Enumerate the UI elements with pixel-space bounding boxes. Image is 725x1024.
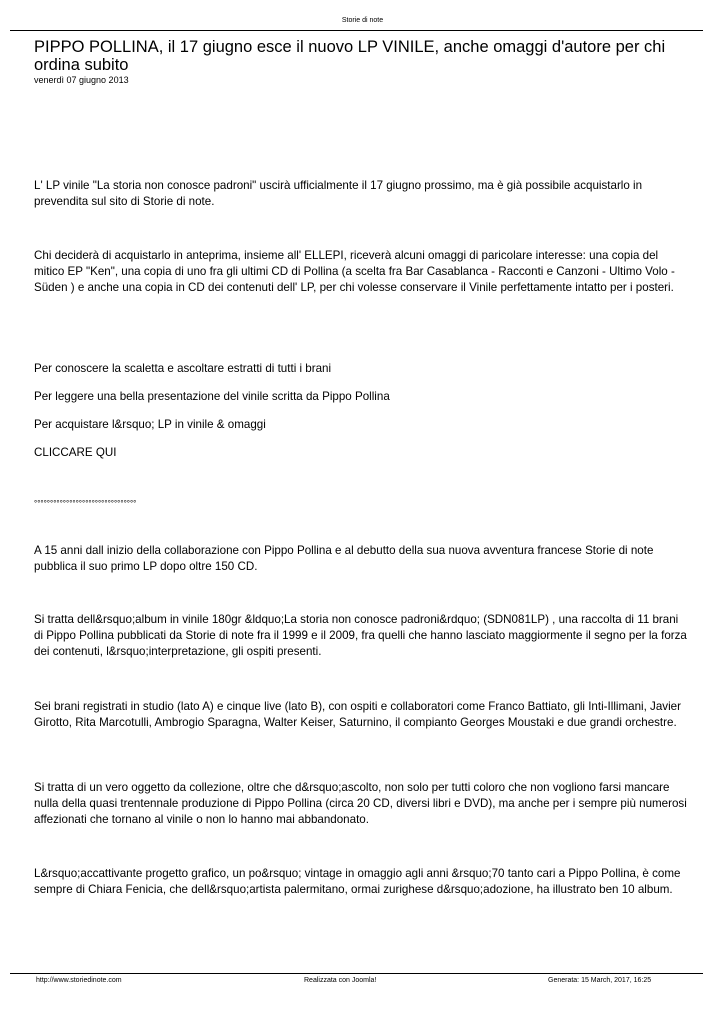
paragraph-anniversary: A 15 anni dall inizio della collaborazione con Pippo Pollina e al debutto della sua nuova avventura francese Storie di note pubblica il suo primo LP dopo oltre 150 CD. (34, 544, 654, 573)
paragraph-album: Si tratta dell&rsquo;album in vinile 180gr &ldquo;La storia non conosce padroni&rdquo; (SDN081LP) , una raccolta di 11 brani di Pippo Pollina pubblicati da Storie di note fra il 1999 e il 2009, fra quelli che hanno lasciato maggiormente il segno per la forza dei contenuti, l&rsquo;interpretazione, gli ospiti presenti. (34, 613, 687, 658)
link-click-here[interactable]: CLICCARE QUI (34, 446, 117, 459)
footer-generated: Generata: 15 March, 2017, 16:25 (548, 977, 652, 984)
link-presentation[interactable]: Per leggere una bella presentazione del vinile scritta da Pippo Pollina (34, 390, 390, 403)
link-tracklist[interactable]: Per conoscere la scaletta e ascoltare estratti di tutti i brani (34, 362, 332, 375)
link-purchase[interactable]: Per acquistare l&rsquo; LP in vinile & omaggi (34, 418, 266, 431)
site-name: Storie di note (341, 17, 384, 24)
footer-divider (10, 973, 703, 974)
separator-dots: °°°°°°°°°°°°°°°°°°°°°°°°°°°°°°°° (34, 499, 137, 508)
header-divider (10, 30, 703, 31)
paragraph-intro: L' LP vinile "La storia non conosce padroni" uscirà ufficialmente il 17 giugno prossimo, ma è già possibile acquistarlo in prevendita sul sito di Storie di note. (34, 179, 643, 208)
paragraph-tracks: Sei brani registrati in studio (lato A) e cinque live (lato B), con ospiti e collaboratori come Franco Battiato, gli Inti-Illimani, Javier Girotto, Rita Marcotulli, Ambrogio Sparagna, Walter Keiser, Saturnino, il compianto Georges Moustaki e due grandi orchestre. (34, 700, 681, 729)
footer-credit: Realizzata con Joomla! (304, 977, 377, 984)
article-title: PIPPO POLLINA, il 17 giugno esce il nuovo LP VINILE, anche omaggi d'autore per chi ordina subito (34, 38, 666, 74)
footer-url[interactable]: http://www.storiedinote.com (36, 977, 122, 984)
paragraph-gifts: Chi deciderà di acquistarlo in anteprima, insieme all' ELLEPI, riceverà alcuni omaggi di paricolare interesse: una copia del mitico EP "Ken", una copia di uno fra gli ultimi CD di Pollina (a scelta fra Bar Casablanca - Racconti e Canzoni - Ultimo Volo - Süden ) e anche una copia in CD dei contenuti dell' LP, per chi volesse conservare il Vinile perfettamente intatto per i posteri. (34, 249, 675, 294)
article-date: venerdì 07 giugno 2013 (34, 75, 129, 85)
paragraph-artwork: L&rsquo;accattivante progetto grafico, un po&rsquo; vintage in omaggio agli anni &rsquo;70 tanto cari a Pippo Pollina, è come sempre di Chiara Fenicia, che dell&rsquo;artista palermitano, ormai zurighese d&rsquo;adozione, ha illustrato ben 10 album. (34, 867, 681, 896)
paragraph-collector: Si tratta di un vero oggetto da collezione, oltre che d&rsquo;ascolto, non solo per tutti coloro che non vogliono farsi mancare nulla della quasi trentennale produzione di Pippo Pollina (circa 20 CD, diversi libri e DVD), ma anche per i sempre più numerosi affezionati che tornano al vinile o non lo hanno mai abbandonato. (34, 781, 687, 826)
